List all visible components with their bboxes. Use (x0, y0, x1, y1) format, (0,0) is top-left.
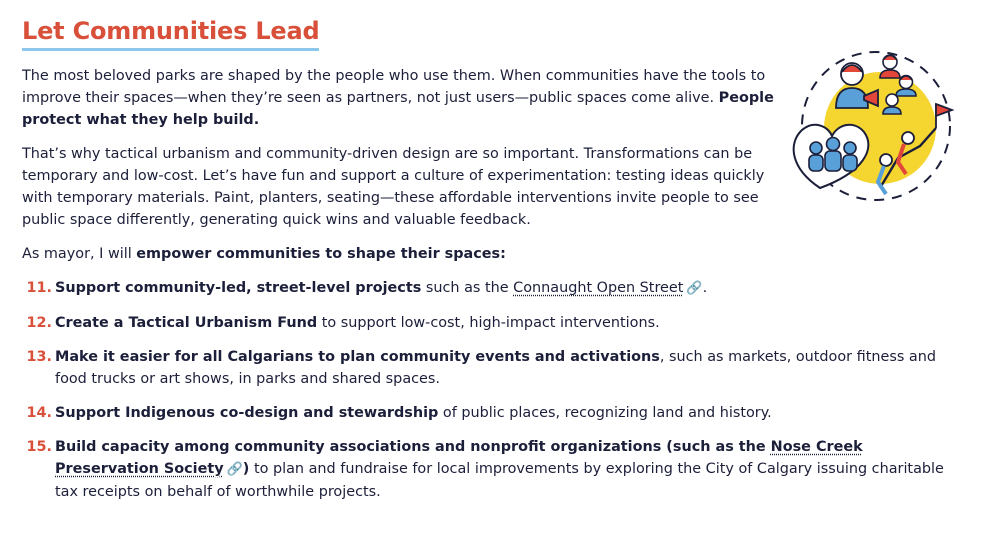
page-title: Let Communities Lead (22, 14, 319, 51)
connaught-open-street-link[interactable] (513, 280, 702, 296)
list-item-number: 11. (26, 280, 52, 296)
link-icon: 🔗 (226, 462, 243, 477)
list-item-after: . (702, 280, 708, 296)
community-illustration (780, 38, 960, 203)
list-item-text: such as the (421, 280, 514, 296)
list-item-text: to plan and fundraise for local improvements by exploring the City of Calgary issuing charitable tax receipts on behalf of worthwhile projects. (55, 461, 944, 500)
mayor-bold-text: empower communities to shape their spaces: (136, 246, 506, 262)
list-item (22, 346, 952, 390)
list-item-bold: Create a Tactical Urbanism Fund (55, 315, 318, 331)
tactical-urbanism-paragraph: That’s why tactical urbanism and community-driven design are so important. Transformations can be temporary and low-cost. Let’s have fun and support a culture of experimentation: testing ideas quickly with temporary materials. Paint, planters, seating—these affordable interventions invite people to see public space differently, generating quick wins and valuable feedback. (22, 146, 765, 228)
link-label: Connaught Open Street (513, 280, 684, 296)
list-item (22, 402, 952, 424)
list-item (22, 312, 952, 334)
list-item-text: , such as markets, outdoor fitness and food trucks or art shows, in parks and shared spaces. (55, 349, 936, 387)
list-item-text: to support low-cost, high-impact interventions. (317, 315, 660, 331)
mayor-paragraph (22, 243, 784, 265)
list-item-bold: Make it easier for all Calgarians to plan community events and activations (55, 349, 660, 365)
list-item-bold: Support community-led, street-level projects (55, 280, 422, 296)
list-item-bold: Support Indigenous co-design and stewardship (55, 405, 439, 421)
list-item-text: of public places, recognizing land and history. (438, 405, 772, 421)
list-item (22, 277, 952, 300)
list-item-number: 14. (26, 405, 52, 421)
list-item-bold: Build capacity among community associations and nonprofit organizations (such as the (55, 439, 771, 455)
list-item-bold-after: ) (242, 461, 250, 477)
intro-paragraph (22, 65, 784, 131)
list-item (22, 436, 952, 503)
commitments-list (22, 277, 952, 503)
list-item-number: 12. (26, 315, 52, 331)
link-label: Nose Creek Preservation Society (55, 439, 863, 477)
link-icon: 🔗 (686, 281, 703, 296)
list-item-number: 13. (26, 349, 52, 365)
list-item-number: 15. (26, 439, 52, 455)
intro-text: The most beloved parks are shaped by the people who use them. When communities have the tools to improve their spaces—when they’re seen as partners, not just users—public spaces come alive. (22, 68, 766, 106)
intro-bold-text: People protect what they help build. (22, 90, 774, 128)
mayor-lead-text: As mayor, I will (22, 246, 137, 262)
